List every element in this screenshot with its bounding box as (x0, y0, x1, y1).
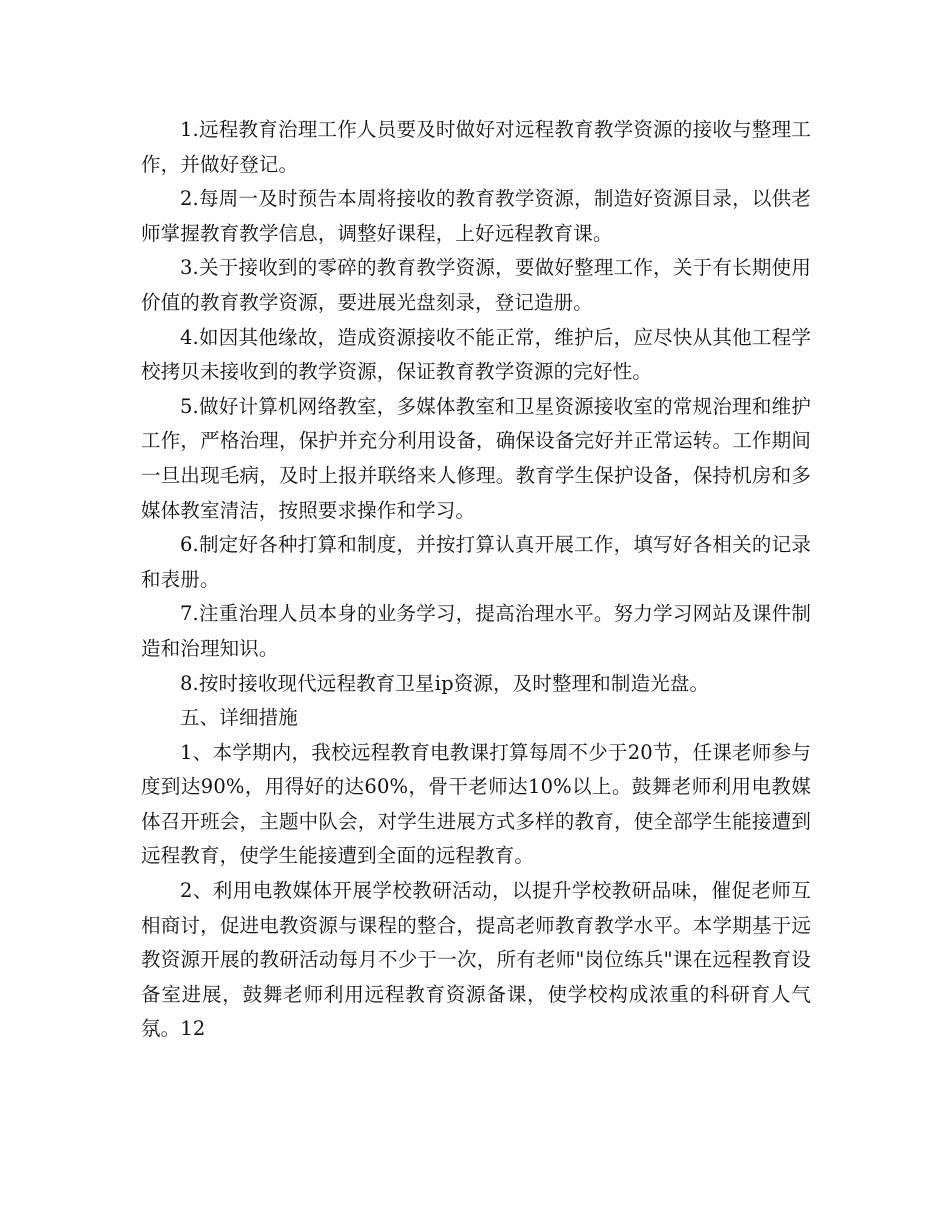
paragraph-1: 1.远程教育治理工作人员要及时做好对远程教育教学资源的接收与整理工作，并做好登记。 (141, 118, 811, 176)
paragraph-7: 7.注重治理人员本身的业务学习，提高治理水平。努力学习网站及课件制造和治理知识。 (141, 602, 811, 660)
paragraph-5: 5.做好计算机网络教室，多媒体教室和卫星资源接收室的常规治理和维护工作，严格治理，保护并充分利用设备，确保设备完好并正常运转。工作期间一旦出现毛病，及时上报并联络来人修理。教育学生保护设备，保持机房和多媒体教室清洁，按照要求操作和学习。 (141, 394, 811, 522)
measure-paragraph-2: 2、利用电教媒体开展学校教研活动，以提升学校教研品味，催促老师互相商讨，促进电教资源与课程的整合，提高老师教育教学水平。本学期基于远教资源开展的教研活动每月不少于一次，所有老师"岗位练兵"课在远程教育设备室进展，鼓舞老师利用远程教育资源备课，使学校构成浓重的科研育人气氛。12 (141, 879, 811, 1041)
paragraph-3: 3.关于接收到的零碎的教育教学资源，要做好整理工作，关于有长期使用价值的教育教学资源，要进展光盘刻录，登记造册。 (141, 256, 811, 314)
paragraph-6: 6.制定好各种打算和制度，并按打算认真开展工作，填写好各相关的记录和表册。 (141, 533, 811, 591)
section-heading-measures: 五、详细措施 (180, 706, 298, 730)
paragraph-4: 4.如因其他缘故，造成资源接收不能正常，维护后，应尽快从其他工程学校拷贝未接收到的教学资源，保证教育教学资源的完好性。 (141, 325, 811, 384)
measure-paragraph-1: 1、本学期内，我校远程教育电教课打算每周不少于20节，任课老师参与度到达90%，用得好的达60%，骨干老师达10%以上。鼓舞老师利用电教媒体召开班会，主题中队会，对学生进展方式多样的教育，使全部学生能接遭到远程教育，使学生能接遭到全面的远程教育。 (141, 740, 811, 868)
paragraph-2: 2.每周一及时预告本周将接收的教育教学资源，制造好资源目录，以供老师掌握教育教学信息，调整好课程，上好远程教育课。 (141, 187, 811, 245)
paragraph-8: 8.按时接收现代远程教育卫星ip资源，及时整理和制造光盘。 (180, 671, 710, 695)
document-page (141, 113, 811, 1047)
